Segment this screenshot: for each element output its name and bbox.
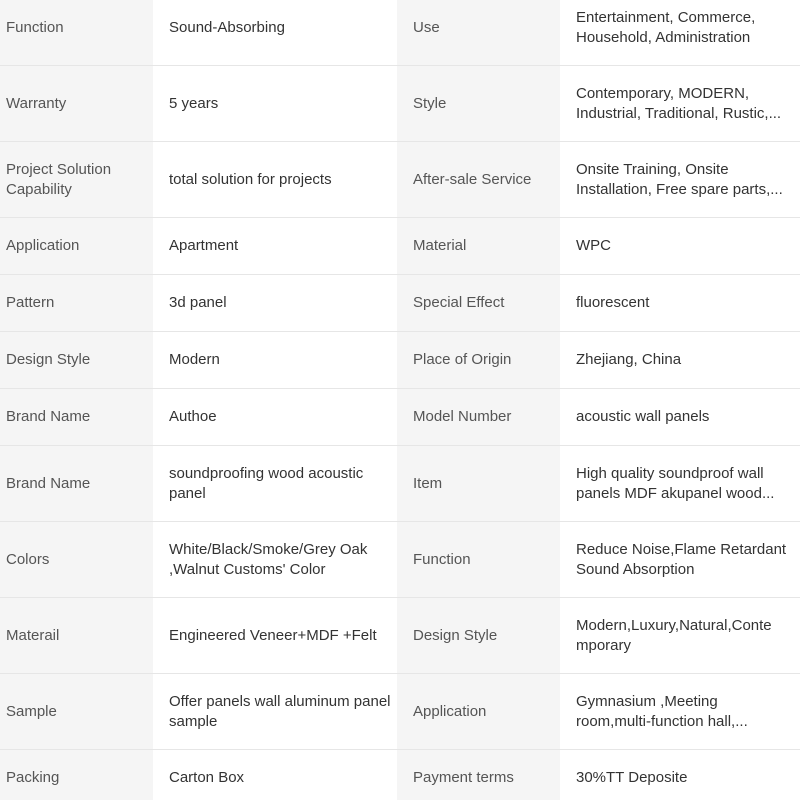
- table-row: [0, 389, 800, 446]
- spec-value: White/Black/Smoke/Grey Oak ,Walnut Customs' Color: [153, 522, 397, 598]
- spec-value: 30%TT Deposite: [560, 750, 800, 800]
- spec-label: Design Style: [0, 332, 153, 389]
- spec-label: Material: [397, 218, 560, 275]
- spec-label: Design Style: [397, 598, 560, 674]
- spec-label: Application: [397, 674, 560, 750]
- spec-label: Style: [397, 66, 560, 142]
- spec-label: Item: [397, 446, 560, 522]
- table-row: [0, 598, 800, 674]
- table-row: [0, 446, 800, 522]
- spec-label: Pattern: [0, 275, 153, 332]
- spec-value: Sound-Absorbing: [153, 0, 397, 66]
- spec-value: 5 years: [153, 66, 397, 142]
- spec-value: Modern: [153, 332, 397, 389]
- spec-label: Use: [397, 0, 560, 66]
- spec-value: Engineered Veneer+MDF +Felt: [153, 598, 397, 674]
- spec-value: total solution for projects: [153, 142, 397, 218]
- spec-value: Onsite Training, Onsite Installation, Free spare parts,...: [560, 142, 800, 218]
- table-row: [0, 275, 800, 332]
- spec-value: soundproofing wood acoustic panel: [153, 446, 397, 522]
- spec-label: After-sale Service: [397, 142, 560, 218]
- table-row: [0, 218, 800, 275]
- spec-value: acoustic wall panels: [560, 389, 800, 446]
- spec-value: Reduce Noise,Flame Retardant Sound Absorption: [560, 522, 800, 598]
- spec-value: WPC: [560, 218, 800, 275]
- spec-value: Entertainment, Commerce, Household, Administration: [560, 0, 800, 66]
- spec-label: Function: [397, 522, 560, 598]
- spec-label: Payment terms: [397, 750, 560, 800]
- table-row: [0, 66, 800, 142]
- spec-label: Application: [0, 218, 153, 275]
- table-row: [0, 142, 800, 218]
- spec-label: Brand Name: [0, 389, 153, 446]
- spec-label: Colors: [0, 522, 153, 598]
- table-row: [0, 750, 800, 800]
- spec-value: Modern,Luxury,Natural,Conte mporary: [560, 598, 800, 674]
- spec-value: High quality soundproof wall panels MDF akupanel wood...: [560, 446, 800, 522]
- spec-value: 3d panel: [153, 275, 397, 332]
- table-row: [0, 674, 800, 750]
- spec-value: Carton Box: [153, 750, 397, 800]
- spec-label: Place of Origin: [397, 332, 560, 389]
- spec-label: Packing: [0, 750, 153, 800]
- table-row: [0, 0, 800, 66]
- spec-label: Model Number: [397, 389, 560, 446]
- spec-label: Materail: [0, 598, 153, 674]
- spec-label: Brand Name: [0, 446, 153, 522]
- table-row: [0, 522, 800, 598]
- spec-value: Gymnasium ,Meeting room,multi-function hall,...: [560, 674, 800, 750]
- spec-value: Authoe: [153, 389, 397, 446]
- table-row: [0, 332, 800, 389]
- spec-label: Warranty: [0, 66, 153, 142]
- spec-label: Function: [0, 0, 153, 66]
- spec-value: fluorescent: [560, 275, 800, 332]
- spec-label: Special Effect: [397, 275, 560, 332]
- spec-label: Project Solution Capability: [0, 142, 153, 218]
- spec-label: Sample: [0, 674, 153, 750]
- spec-value: Contemporary, MODERN, Industrial, Traditional, Rustic,...: [560, 66, 800, 142]
- spec-value: Zhejiang, China: [560, 332, 800, 389]
- spec-value: Apartment: [153, 218, 397, 275]
- spec-value: Offer panels wall aluminum panel sample: [153, 674, 397, 750]
